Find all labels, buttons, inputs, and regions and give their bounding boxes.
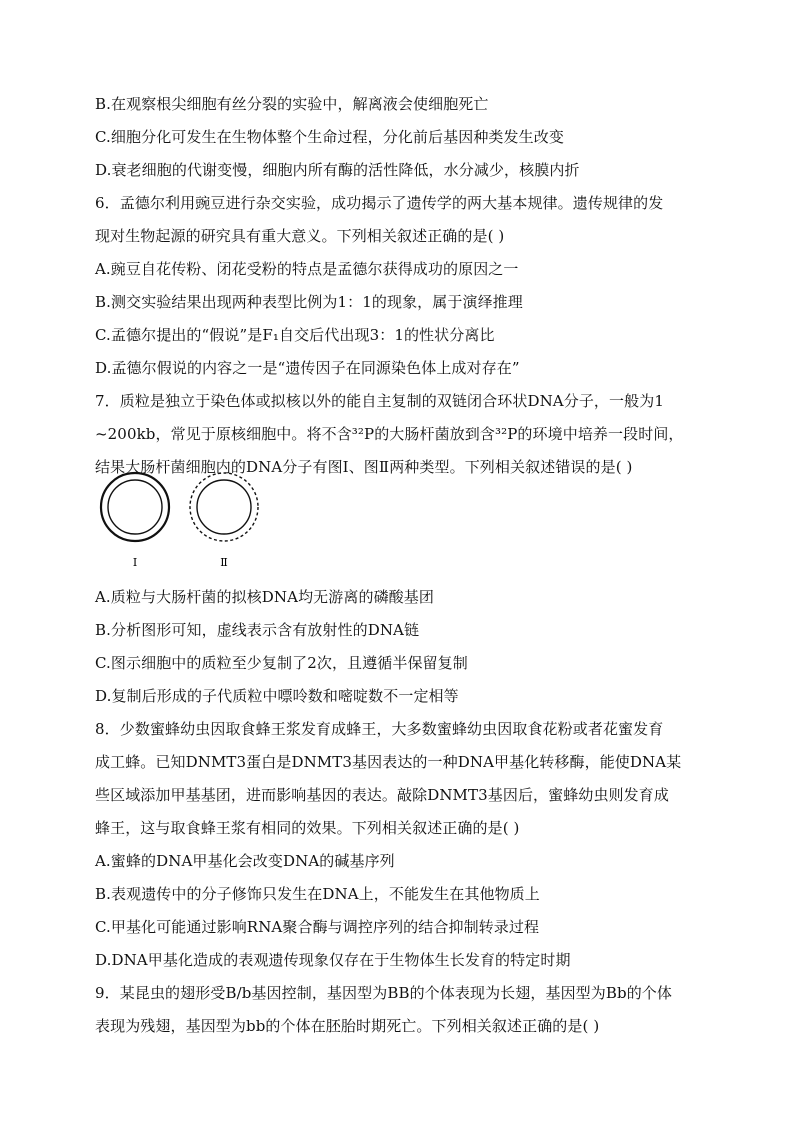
question-7-line-1: 7．质粒是独立于染色体或拟核以外的能自主复制的双链闭合环状DNA分子，一般为1: [95, 392, 664, 410]
option-8a: A.蜜蜂的DNA甲基化会改变DNA的碱基序列: [95, 852, 395, 870]
option-6c: C.孟德尔提出的“假说”是F₁自交后代出现3：1的性状分离比: [95, 326, 495, 344]
question-8-line-3: 些区域添加甲基基团，进而影响基因的表达。敲除DNMT3基因后，蜜蜂幼虫则发育成: [95, 786, 669, 804]
question-7-line-2: ~200kb，常见于原核细胞中。将不含³²P的大肠杆菌放到含³²P的环境中培养一段时间，: [95, 425, 684, 443]
figure-1-label: Ⅰ: [132, 556, 138, 569]
option-5b: B.在观察根尖细胞有丝分裂的实验中，解离液会使细胞死亡: [95, 95, 489, 113]
option-7c: C.图示细胞中的质粒至少复制了2次，且遵循半保留复制: [95, 654, 468, 672]
option-8b: B.表观遗传中的分子修饰只发生在DNA上，不能发生在其他物质上: [95, 885, 540, 903]
option-7d: D.复制后形成的子代质粒中嘌呤数和嘧啶数不一定相等: [95, 687, 459, 705]
figure-2-outer-strand: [190, 473, 258, 541]
option-7b: B.分析图形可知，虚线表示含有放射性的DNA链: [95, 621, 420, 639]
question-7-line-3: 结果大肠杆菌细胞内的DNA分子有图Ⅰ、图Ⅱ两种类型。下列相关叙述错误的是( ): [95, 458, 633, 476]
figure-2-label: Ⅱ: [220, 556, 228, 569]
plasmid-figure: [98, 470, 268, 570]
question-8-line-2: 成工蜂。已知DNMT3蛋白是DNMT3基因表达的一种DNA甲基化转移酶，能使DNA某: [95, 753, 682, 771]
figure-2-inner-strand: [197, 480, 251, 534]
question-9-line-2: 表现为残翅，基因型为bb的个体在胚胎时期死亡。下列相关叙述正确的是( ): [95, 1017, 600, 1035]
option-6b: B.测交实验结果出现两种表型比例为1：1的现象，属于演绎推理: [95, 293, 523, 311]
option-8d: D.DNA甲基化造成的表观遗传现象仅存在于生物体生长发育的特定时期: [95, 951, 571, 969]
question-8-line-1: 8．少数蜜蜂幼虫因取食蜂王浆发育成蜂王，大多数蜜蜂幼虫因取食花粉或者花蜜发育: [95, 720, 664, 738]
option-6a: A.豌豆自花传粉、闭花受粉的特点是孟德尔获得成功的原因之一: [95, 260, 519, 278]
option-5c: C.细胞分化可发生在生物体整个生命过程，分化前后基因种类发生改变: [95, 128, 564, 146]
option-6d: D.孟德尔假说的内容之一是“遗传因子在同源染色体上成对存在”: [95, 359, 520, 377]
option-8c: C.甲基化可能通过影响RNA聚合酶与调控序列的结合抑制转录过程: [95, 918, 540, 936]
question-8-line-4: 蜂王，这与取食蜂王浆有相同的效果。下列相关叙述正确的是( ): [95, 819, 520, 837]
option-7a: A.质粒与大肠杆菌的拟核DNA均无游离的磷酸基团: [95, 588, 434, 606]
figure-1-inner-strand: [108, 480, 162, 534]
option-5d: D.衰老细胞的代谢变慢，细胞内所有酶的活性降低，水分减少，核膜内折: [95, 161, 580, 179]
question-9-line-1: 9．某昆虫的翅形受B/b基因控制，基因型为BB的个体表现为长翅，基因型为Bb的个体: [95, 984, 672, 1002]
figure-1-outer-strand: [101, 473, 169, 541]
question-6-line-2: 现对生物起源的研究具有重大意义。下列相关叙述正确的是( ): [95, 227, 505, 245]
question-6-line-1: 6．孟德尔利用豌豆进行杂交实验，成功揭示了遗传学的两大基本规律。遗传规律的发: [95, 194, 664, 212]
